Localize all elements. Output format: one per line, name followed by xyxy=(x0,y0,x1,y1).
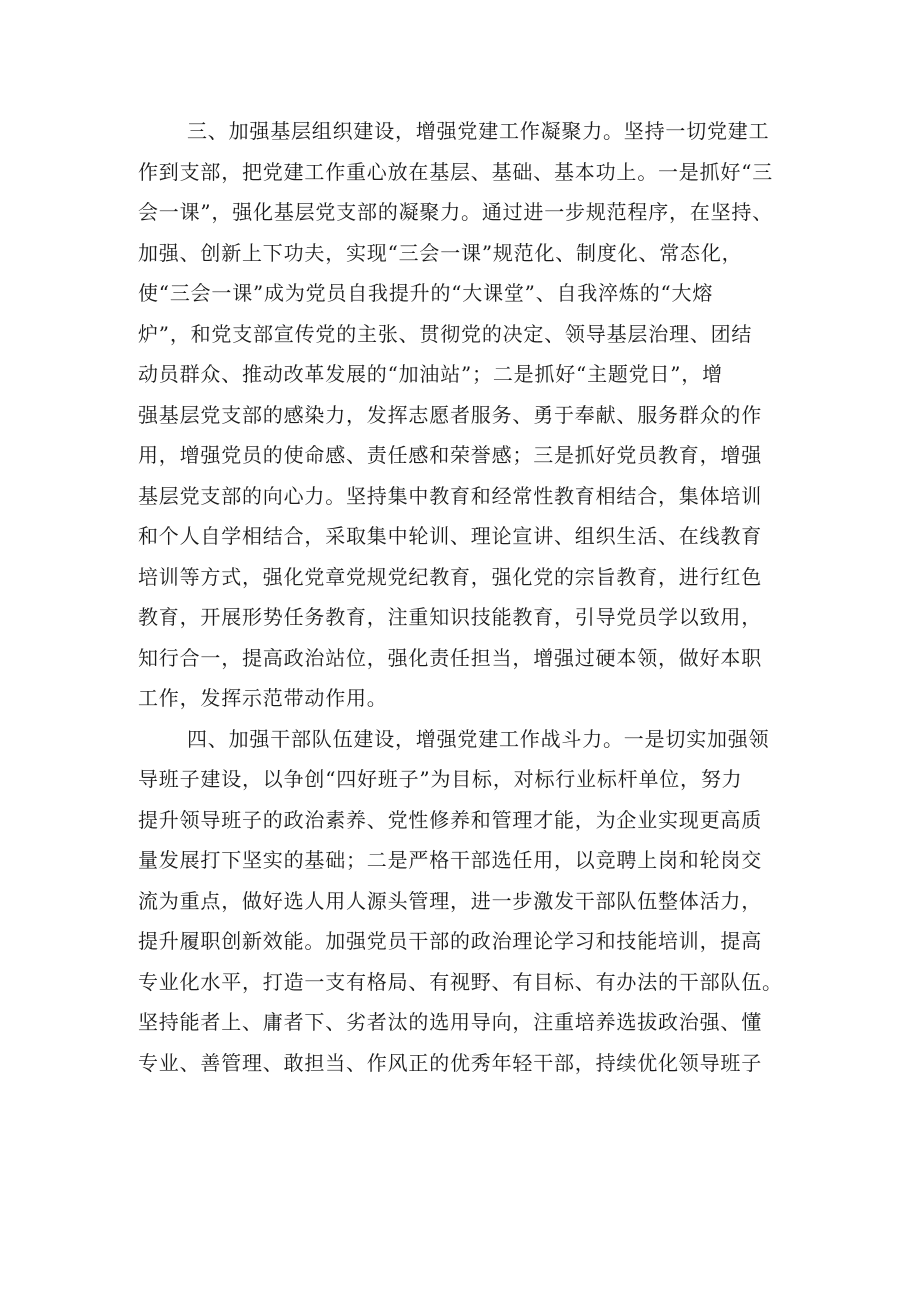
text-line: 炉”，和党支部宣传党的主张、贯彻党的决定、领导基层治理、团结 xyxy=(138,321,753,346)
text-line: 强基层党支部的感染力，发挥志愿者服务、勇于奉献、服务群众的作 xyxy=(138,402,762,427)
text-line: 坚持能者上、庸者下、劣者汰的选用导向，注重培养选拔政治强、懂 xyxy=(138,1010,762,1034)
text-line: 用，增强党员的使命感、责任感和荣誉感；三是抓好党员教育，增强 xyxy=(138,443,762,467)
paragraph-section-four xyxy=(138,719,838,1084)
text-line: 三、加强基层组织建设，增强党建工作凝聚力。坚持一切党建工 xyxy=(187,119,770,143)
text-line: 提升履职创新效能。加强党员干部的政治理论学习和技能培训，提高 xyxy=(138,929,762,953)
text-line: 知行合一，提高政治站位，强化责任担当，增强过硬本领，做好本职 xyxy=(138,645,762,670)
text-line: 工作，发挥示范带动作用。 xyxy=(138,686,388,710)
text-line: 动员群众、推动改革发展的“加油站”；二是抓好“主题党日”，增 xyxy=(138,362,723,386)
text-line: 加强、创新上下功夫，实现“三会一课”规范化、制度化、常态化， xyxy=(138,240,743,265)
paragraph-section-three xyxy=(138,111,838,719)
text-line: 培训等方式，强化党章党规党纪教育，强化党的宗旨教育，进行红色 xyxy=(138,564,762,589)
text-line: 导班子建设，以争创“四好班子”为目标，对标行业标杆单位，努力 xyxy=(138,767,743,791)
text-line: 四、加强干部队伍建设，增强党建工作战斗力。一是切实加强领 xyxy=(187,726,770,751)
text-line: 基层党支部的向心力。坚持集中教育和经常性教育相结合，集体培训 xyxy=(138,483,762,508)
text-line: 和个人自学相结合，采取集中轮训、理论宣讲、组织生活、在线教育 xyxy=(138,524,762,548)
text-line: 流为重点，做好选人用人源头管理，进一步激发干部队伍整体活力， xyxy=(138,888,762,913)
text-line: 提升领导班子的政治素养、党性修养和管理才能，为企业实现更高质 xyxy=(138,807,762,832)
text-line: 量发展打下坚实的基础；二是严格干部选任用，以竞聘上岗和轮岗交 xyxy=(138,848,762,872)
text-line: 专业、善管理、敢担当、作风正的优秀年轻干部，持续优化领导班子 xyxy=(138,1050,762,1075)
document-page xyxy=(138,111,838,1083)
text-line: 使“三会一课”成为党员自我提升的“大课堂”、自我淬炼的“大熔 xyxy=(138,281,714,305)
text-line: 专业化水平，打造一支有格局、有视野、有目标、有办法的干部队伍。 xyxy=(138,969,783,994)
text-line: 教育，开展形势任务教育，注重知识技能教育，引导党员学以致用， xyxy=(138,605,762,629)
text-line: 会一课”，强化基层党支部的凝聚力。通过进一步规范程序，在坚持、 xyxy=(138,200,774,224)
text-line: 作到支部，把党建工作重心放在基层、基础、基本功上。一是抓好“三 xyxy=(138,159,774,184)
